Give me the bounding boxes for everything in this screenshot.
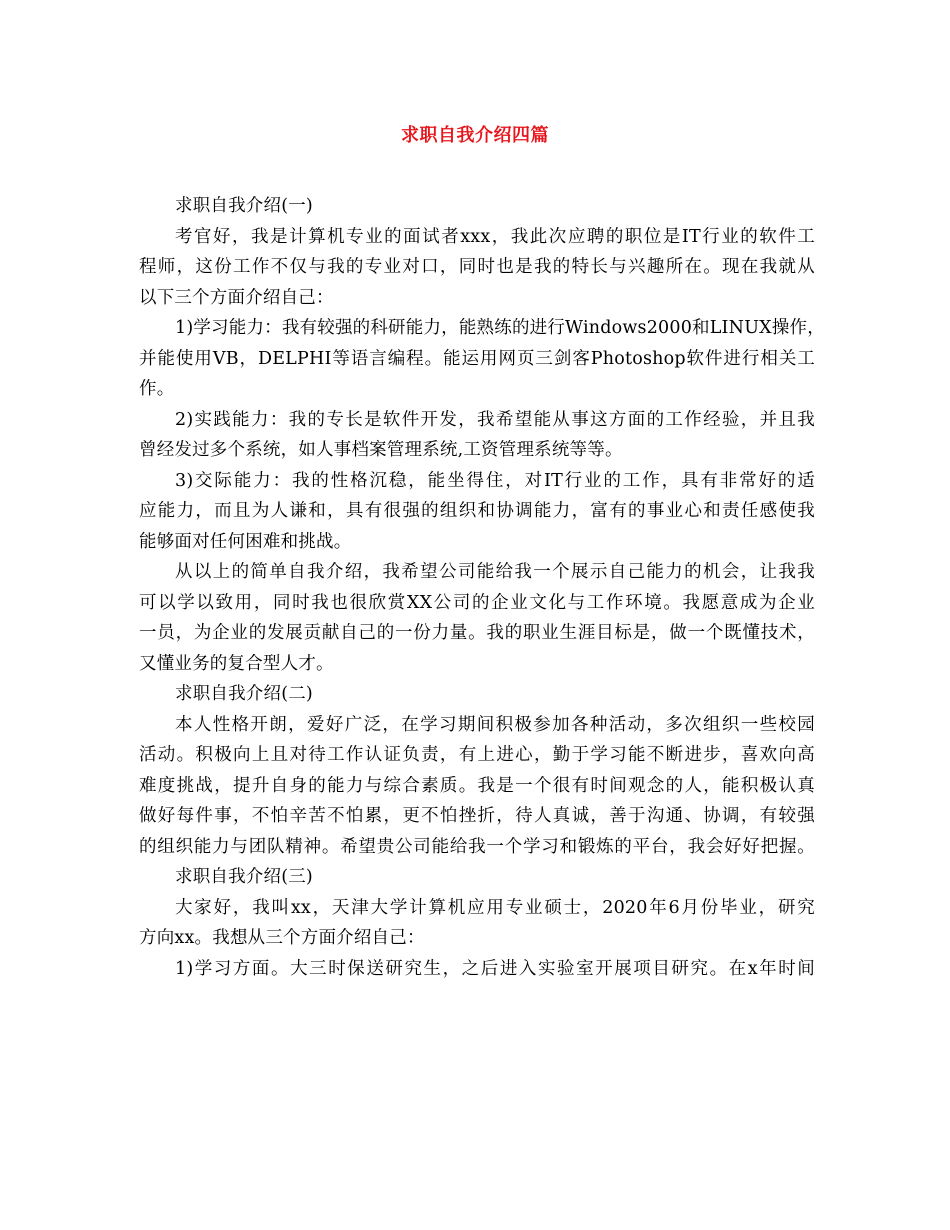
text-line: 求职自我介绍(二) <box>175 684 313 704</box>
document-body <box>139 191 825 984</box>
text-line: 本人性格开朗，爱好广泛，在学习期间积极参加各种活动，多次组织一些校园 <box>175 714 815 735</box>
text-line: 曾经发过多个系统，如人事档案管理系统,工资管理系统等等。 <box>139 440 623 460</box>
text-line: 可以学以致用，同时我也很欣赏XX公司的企业文化与工作环境。我愿意成为企业 <box>139 592 815 613</box>
text-line: 1)学习方面。大三时保送研究生，之后进入实验室开展项目研究。在x年时间 <box>175 958 815 979</box>
text-line: 的组织能力与团队精神。希望贵公司能给我一个学习和锻炼的平台，我会好好把握。 <box>139 836 815 857</box>
text-line: 考官好，我是计算机专业的面试者xxx，我此次应聘的职位是IT行业的软件工 <box>175 226 815 247</box>
text-line: 3)交际能力：我的性格沉稳，能坐得住，对IT行业的工作，具有非常好的适 <box>175 470 815 491</box>
text-line: 应能力，而且为人谦和，具有很强的组织和协调能力，富有的事业心和责任感使我 <box>139 501 815 521</box>
text-line: 求职自我介绍(一) <box>175 196 313 216</box>
text-line: 以下三个方面介绍自己： <box>139 287 334 308</box>
text-line: 大家好，我叫xx，天津大学计算机应用专业硕士，2020年6月份毕业，研究 <box>175 897 815 918</box>
text-line: 难度挑战，提升自身的能力与综合素质。我是一个很有时间观念的人，能积极认真 <box>139 775 815 796</box>
text-line: 作。 <box>139 379 175 399</box>
text-line: 又懂业务的复合型人才。 <box>139 653 334 674</box>
text-line: 做好每件事，不怕辛苦不怕累，更不怕挫折，待人真诚，善于沟通、协调，有较强 <box>139 806 815 826</box>
text-line: 方向xx。我想从三个方面介绍自己： <box>139 928 425 948</box>
text-line: 程师，这份工作不仅与我的专业对口，同时也是我的特长与兴趣所在。现在我就从 <box>139 257 815 277</box>
text-line: 1)学习能力：我有较强的科研能力，能熟练的进行Windows2000和LINUX操作， <box>175 318 825 338</box>
text-line: 能够面对任何困难和挑战。 <box>139 531 352 552</box>
text-line: 从以上的简单自我介绍，我希望公司能给我一个展示自己能力的机会，让我我 <box>175 562 815 582</box>
text-line: 一员，为企业的发展贡献自己的一份力量。我的职业生涯目标是，做一个既懂技术， <box>139 623 815 643</box>
text-line: 活动。积极向上且对待工作认证负责，有上进心，勤于学习能不断进步，喜欢向高 <box>139 745 815 765</box>
text-line: 2)实践能力：我的专长是软件开发，我希望能从事这方面的工作经验，并且我 <box>175 409 815 430</box>
text-line: 并能使用VB，DELPHI等语言编程。能运用网页三剑客Photoshop软件进行相关工 <box>139 348 815 369</box>
document-title: 求职自我介绍四篇 <box>401 125 549 146</box>
text-line: 求职自我介绍(三) <box>175 867 313 887</box>
